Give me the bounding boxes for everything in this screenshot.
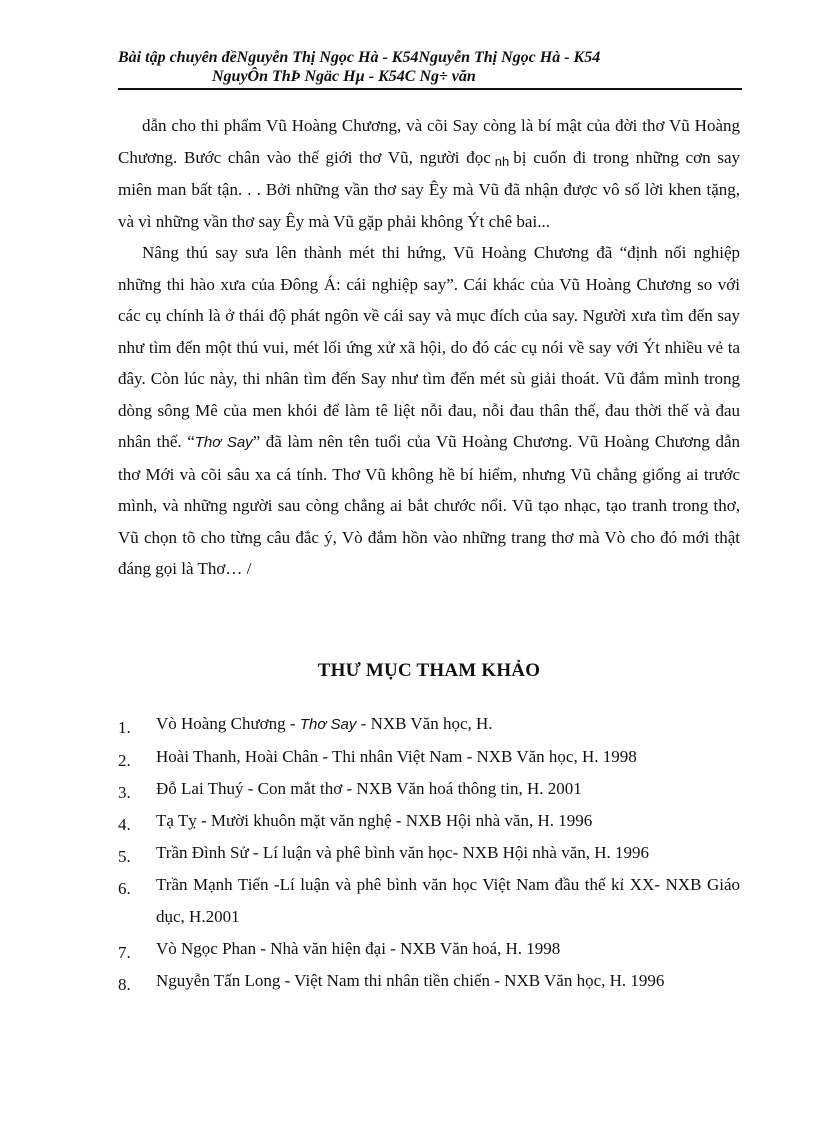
header-line-1: Bài tập chuyên đềNguyễn Thị Ngọc Hà - K54Nguyễn Thị Ngọc Hà - K54 (118, 49, 601, 66)
reference-number: 8. (118, 975, 131, 994)
reference-item (118, 837, 740, 869)
reference-text: Trần Mạnh Tiến -Lí luận và phê bình văn học Việt Nam đầu thế kỉ XX- NXB Giáo dục, H.2001 (156, 875, 740, 926)
reference-item (118, 869, 740, 933)
reference-number: 7. (118, 943, 131, 962)
reference-text: Vò Ngọc Phan - Nhà văn hiện đại - NXB Văn hoá, H. 1998 (156, 939, 561, 958)
references-list (118, 708, 740, 997)
reference-number: 1. (118, 718, 131, 737)
reference-number: 6. (118, 879, 131, 898)
reference-item (118, 708, 740, 741)
references-title: THƯ MỤC THAM KHẢO (317, 660, 541, 681)
paragraph-1 (118, 110, 740, 237)
reference-text: Đỗ Lai Thuý - Con mắt thơ - NXB Văn hoá thông tin, H. 2001 (156, 779, 582, 798)
reference-text: Nguyễn Tấn Long - Việt Nam thi nhân tiền chiến - NXB Văn học, H. 1996 (156, 971, 665, 990)
header-line-2: NguyÔn ThÞ Ngäc Hµ - K54C Ng÷ văn (212, 68, 476, 85)
paragraph-1-part-a: dẫn cho thi phẩm Vũ Hoàng Chương, và cõi Say còng là bí mật của đời thơ Vũ Hoàng Chương. Bước chân vào thế giới thơ Vũ, người đọc (118, 116, 740, 167)
reference-number: 3. (118, 783, 131, 802)
reference-number: 5. (118, 847, 131, 866)
reference-text: Trần Đình Sử - Lí luận và phê bình văn học- NXB Hội nhà văn, H. 1996 (156, 843, 650, 862)
paragraph-2-part-a: Nâng thú say sưa lên thành mét thi hứng, Vũ Hoàng Chương đã “định nối nghiệp những thi hào xưa của Đông Á: cái nghiệp say”. Cái khác của Vũ Hoàng Chương so với các cụ chính là ở thái độ phát ngôn về cái say và mục đích của say. Người xưa tìm đến say như tìm đến một thú vui, mét lối ứng xử xã hội, do đó các cụ nói về say với Ýt nhiều vẻ ta đây. Còn lúc này, thi nhân tìm đến Say như tìm đến mét sù giải thoát. Vũ đắm mình trong dòng sông Mê của men khói để làm tê liệt nỗi đau, nỗi đau thân thế, đau thời thế và đau nhân thế. “ (118, 243, 740, 451)
reference-text: Hoài Thanh, Hoài Chân - Thi nhân Việt Nam - NXB Văn học, H. 1998 (156, 747, 637, 766)
reference-number: 4. (118, 815, 131, 834)
reference-item (118, 933, 740, 965)
reference-item (118, 773, 740, 805)
reference-text: Vò Hoàng Chương - Thơ Say - NXB Văn học, H. (156, 714, 493, 733)
reference-item (118, 965, 740, 997)
paragraph-1-part-b: bị cuốn đi trong những cơn say miên man bất tận. . . Bởi những vần thơ say Êy mà Vũ đã nhận được vô số lời khen tặng, và vì những vần thơ say Êy mà Vũ gặp phải không Ýt chê bai... (118, 147, 740, 231)
body-text (118, 110, 740, 585)
reference-number: 2. (118, 751, 131, 770)
page-header (118, 48, 742, 90)
paragraph-1-nh: nh (494, 153, 510, 169)
reference-item (118, 805, 740, 837)
paragraph-2 (118, 237, 740, 585)
paragraph-2-part-b: ” đã làm nên tên tuổi của Vũ Hoàng Chương. Vũ Hoàng Chương dẫn thơ Mới và cõi sâu xa cá tính. Thơ Vũ không hề bí hiểm, nhưng Vũ chẳng giống ai trước mình, và những người sau còng chẳng ai bắt chước nổi. Vũ tạo nhạc, tạo tranh trong thơ, Vũ chọn tõ cho từng câu đắc ý, Vò đắm hồn vào những trang thơ mà Vò cho đó mới thật đáng gọi là Thơ… / (118, 432, 741, 578)
paragraph-2-title: Thơ Say (194, 434, 253, 451)
reference-text: Tạ Tỵ - Mười khuôn mặt văn nghệ - NXB Hội nhà văn, H. 1996 (156, 811, 593, 830)
reference-item (118, 741, 740, 773)
